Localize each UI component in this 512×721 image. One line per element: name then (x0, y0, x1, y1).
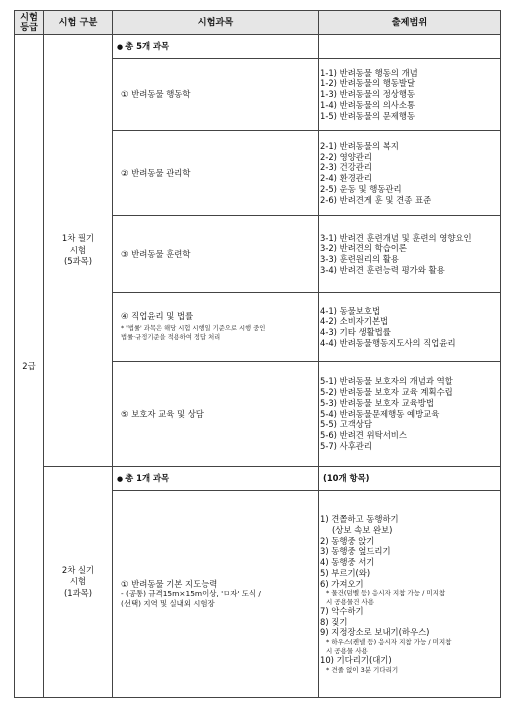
header-grade: 시험 등급 (15, 11, 44, 35)
header-row (15, 11, 501, 35)
practical-subject-desc (121, 589, 318, 609)
written-summary (113, 35, 319, 59)
range-item: 5-7) 사후관리 (320, 440, 372, 451)
range-cell (319, 59, 501, 131)
law-note-line: * '법률' 과목은 해당 시험 시행일 기준으로 시행 중인 (121, 325, 266, 333)
subject-title: ⑤ 보호자 교육 및 상담 (121, 408, 204, 419)
subject-cell (113, 216, 319, 293)
practical-type-line: (1과목) (63, 587, 93, 598)
range-item: 3-2) 반려견의 학습이론 (320, 243, 407, 254)
subject-title: ④ 직업윤리 및 법률 (121, 311, 194, 322)
range-item: 2-3) 건강관리 (320, 162, 372, 173)
range-item: 1-3) 반려동물의 정상행동 (320, 89, 416, 100)
range-item: 4-1) 동물보호법 (320, 305, 381, 316)
practical-item: 6) 가져오기 (320, 578, 364, 589)
subject-title: ③ 반려동물 훈련학 (121, 248, 191, 259)
bullet-icon: ● (117, 43, 124, 52)
subject-cell (113, 293, 319, 362)
bullet-icon: ● (117, 475, 124, 484)
practical-item-note: 시 공용물건 사용 (326, 597, 375, 606)
practical-summary (113, 467, 319, 491)
law-note (121, 325, 318, 343)
header-scope: 출제범위 (319, 11, 501, 35)
range-item: 2-1) 반려동물의 복지 (320, 140, 399, 151)
written-type-line: 1차 필기 (61, 233, 95, 244)
range-item: 3-3) 훈련원리의 활용 (320, 254, 399, 264)
practical-item: 3) 동행중 엎드리기 (320, 546, 391, 557)
range-item: 5-6) 반려견 위탁서비스 (320, 430, 407, 441)
practical-items-cell (319, 491, 501, 698)
practical-item: 5) 부르기(와) (320, 567, 371, 578)
practical-item: 10) 기다리기(대기) (320, 654, 392, 665)
range-item: 5-3) 반려동물 보호자 교육방법 (320, 397, 434, 408)
practical-item: 4) 동행중 서기 (320, 557, 375, 568)
header-exam-type: 시험 구분 (44, 11, 113, 35)
header-subject: 시험과목 (113, 11, 319, 35)
practical-type-line: 시험 (69, 576, 87, 587)
practical-subject-cell (113, 491, 319, 698)
subject-title: ① 반려동물 행동학 (121, 89, 191, 100)
practical-summary-row (15, 467, 501, 491)
range-item: 1-4) 반려동물의 의사소통 (320, 99, 416, 110)
range-item: 3-1) 반려견 훈련개념 및 훈련의 영향요인 (320, 232, 472, 243)
practical-item-note: * 물건(덤벨 등) 응시자 지참 가능 / 미지참 (326, 589, 446, 598)
range-item: 2-5) 운동 및 행동관리 (320, 183, 402, 194)
practical-desc-line: - (공통) 규격15m×15m이상, 'ㅁ자' 도식 / (121, 589, 261, 599)
subject-cell (113, 59, 319, 131)
written-summary-scope (319, 35, 501, 59)
range-item: 1-1) 반려동물 행동의 개념 (320, 67, 418, 78)
practical-subject-title: ① 반려동물 기본 지도능력 (121, 578, 218, 589)
subject-cell (113, 131, 319, 216)
range-item: 5-1) 반려동물 보호자의 개념과 역할 (320, 376, 453, 387)
written-type-line: 시험 (69, 244, 87, 255)
law-note-line: 법률·규정기준을 적용하여 정답 처리 (121, 333, 221, 341)
range-cell (319, 362, 501, 467)
practical-item: 9) 지정장소로 보내기(하우스) (320, 627, 430, 638)
range-item: 3-4) 반려견 훈련능력 평가와 활용 (320, 264, 445, 275)
range-item: 4-4) 반려동물행동지도사의 직업윤리 (320, 337, 456, 348)
practical-item: 8) 짖기 (320, 616, 348, 627)
practical-item: 7) 악수하기 (320, 605, 364, 616)
practical-scope-summary: (10개 항목) (319, 467, 501, 491)
range-item: 2-6) 반려견게 훈 및 견종 표준 (320, 194, 432, 205)
written-summary-text: 총 5개 과목 (125, 41, 170, 52)
practical-desc-line: (선택) 지역 및 실내외 시험장 (121, 599, 215, 609)
written-type-cell (44, 35, 113, 467)
practical-item-note: * 하우스(켄넬 등) 응시자 지참 가능 / 미지참 (326, 638, 452, 647)
exam-table (14, 10, 501, 698)
range-item: 4-3) 기타 생활법률 (320, 327, 391, 337)
range-item: 1-2) 반려동물의 행동발달 (320, 78, 416, 89)
range-item: 5-5) 고객상담 (320, 419, 372, 430)
range-item: 1-5) 반려동물의 문제행동 (320, 110, 416, 121)
range-item: 5-2) 반려동물 보호자 교육 계획수립 (320, 387, 453, 398)
practical-summary-text: 총 1개 과목 (125, 473, 170, 484)
practical-item-note: * 견줄 없이 3분 기다리기 (326, 665, 399, 674)
practical-item: 2) 동행중 앉기 (320, 535, 375, 546)
practical-item: 1) 견쫄하고 동행하기 (320, 514, 399, 525)
practical-item-note: 시 공용물 사용 (326, 646, 368, 655)
range-item: 2-2) 영양관리 (320, 151, 372, 162)
range-item: 4-2) 소비자기본법 (320, 316, 389, 327)
written-summary-row (15, 35, 501, 59)
range-cell (319, 131, 501, 216)
practical-item-cont: (상보 속보 완보) (332, 524, 393, 535)
practical-type-line: 2차 실기 (61, 564, 95, 575)
written-type-line: (5과목) (63, 256, 93, 267)
subject-cell (113, 362, 319, 467)
practical-type-cell (44, 467, 113, 698)
range-item: 5-4) 반려동물문제행동 예방교육 (320, 408, 440, 419)
grade-cell: 2급 (15, 35, 44, 698)
subject-title: ② 반려동물 관리학 (121, 167, 191, 178)
range-cell (319, 216, 501, 293)
range-cell (319, 293, 501, 362)
range-item: 2-4) 환경관리 (320, 173, 372, 183)
